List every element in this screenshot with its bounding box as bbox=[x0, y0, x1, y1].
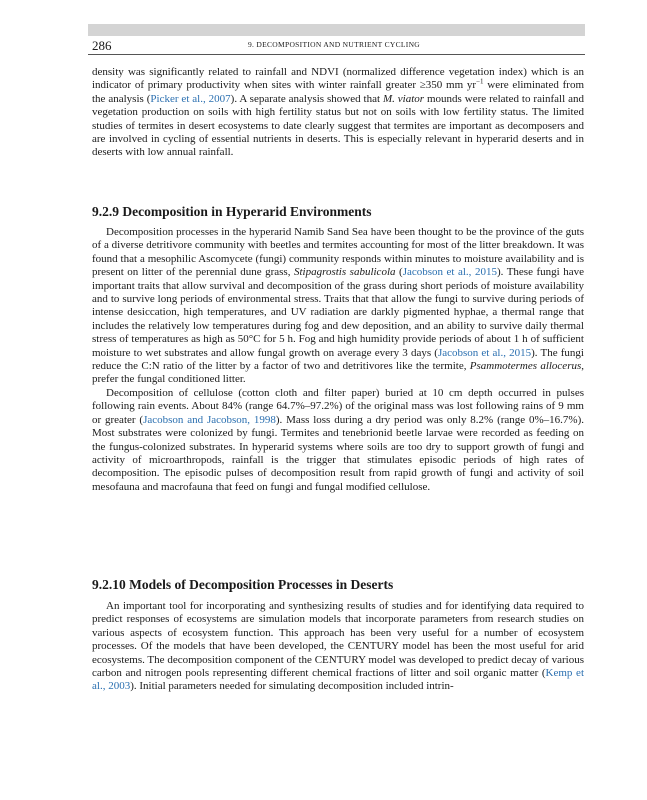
top-gray-bar bbox=[88, 24, 585, 36]
text-run: ). Initial parameters needed for simulating decomposition included intrin- bbox=[130, 680, 454, 693]
paragraph bbox=[92, 387, 584, 494]
intro-paragraph-block bbox=[92, 66, 584, 160]
citation-link[interactable]: Jacobson and Jacobson, 1998 bbox=[143, 413, 276, 426]
section-heading-9-2-10: 9.2.10 Models of Decomposition Processes in Deserts bbox=[92, 577, 394, 592]
text-run: ( bbox=[395, 266, 403, 279]
citation-link[interactable]: Kemp et al., 2003 bbox=[92, 667, 584, 693]
text-run: An important tool for incorporating and synthesizing results of studies and for identifying data required to predict responses of ecosystems are simulation models that incorporate parameters from research studies on various aspects of ecosystem function. This approach has been very useful for a number of ecosystem processes. Of the models that have been developed, the CENTURY model has been the most useful for arid ecosystems. The decomposition component of the CENTURY model was developed to predict decay of various carbon and nitrogen pools representing different chemical fractions of litter and soil organic matter ( bbox=[92, 600, 584, 680]
text-run: ). The fungi reduce the C:N ratio of the litter by a factor of two and detritivores like the termite, bbox=[92, 346, 584, 373]
intro-paragraph bbox=[92, 66, 584, 160]
citation-link[interactable]: Picker et al., 2007 bbox=[150, 92, 231, 105]
citation-link[interactable]: Jacobson et al., 2015 bbox=[402, 266, 497, 279]
paragraph bbox=[92, 600, 584, 694]
text-run: were eliminated from the analysis ( bbox=[92, 79, 585, 105]
species-name: M. viator bbox=[382, 92, 425, 105]
page-header bbox=[88, 36, 585, 55]
section-9-2-9-body bbox=[92, 226, 584, 494]
text-run: density was significantly related to rainfall and NDVI (normalized difference vegetation index) which is an indicator of primary productivity when sites with winter rainfall greater ≥350 mm yr bbox=[92, 66, 584, 92]
text-run: ). A separate analysis showed that bbox=[230, 92, 383, 105]
superscript: −1 bbox=[476, 77, 484, 86]
text-run: ). Mass loss during a dry period was only 8.2% (range 0%–16.7%). Most substrates were colonized by fungi. Termites and tenebrionid beetle larvae were recorded as feeding on the fungus-colonized substrates. In hyperarid systems where soils are too dry to support growth of fungi and activity of microarthropods, rainfall is the trigger that stimulates episodic periods of high rates of decomposition. The episodic pulses of decomposition result from rapid growth of fungi and activity of soil mesofauna and macrofauna that feed on fungi and fungal modified cellulose. bbox=[92, 413, 584, 493]
text-run: , prefer the fungal conditioned litter. bbox=[92, 360, 585, 386]
citation-link[interactable]: Jacobson et al., 2015 bbox=[437, 346, 532, 359]
text-run: Decomposition of cellulose (cotton cloth and filter paper) buried at 10 cm depth occurred in pulses following rain events. About 84% (range 64.7%–97.2%) of the original mass was lost following rains of 9 mm or greater ( bbox=[92, 386, 584, 426]
section-heading-9-2-9: 9.2.9 Decomposition in Hyperarid Environments bbox=[92, 204, 372, 219]
species-name: Stipagrostis sabulicola bbox=[293, 266, 396, 279]
text-run: mounds were related to rainfall and vegetation production on soils with high fertility status but not on soils with low fertility status. The limited studies of termites in desert ecosystems to date clearly suggest that termites are important as decomposers and are involved in cycling of essential nutrients in deserts. This is especially relevant in hyperarid deserts and in deserts with low annual rainfall. bbox=[92, 92, 584, 159]
page-number: 286 bbox=[92, 38, 112, 53]
paragraph bbox=[92, 226, 584, 387]
species-name: Psammotermes allocerus bbox=[469, 360, 582, 373]
running-head: 9. DECOMPOSITION AND NUTRIENT CYCLING bbox=[248, 40, 421, 49]
text-run: Decomposition processes in the hyperarid Namib Sand Sea have been thought to be the province of the guts of a diverse detritivore community with beetles and termites accounting for most of the litter breakdown. It was found that a mesophilic Ascomycete (fungi) community responds within minutes to moisture availability and is present on litter of the perennial dune grass, bbox=[92, 226, 584, 279]
section-9-2-10-body bbox=[92, 600, 584, 694]
text-run: ). These fungi have important traits that allow survival and decomposition of the grass during short periods of moisture availability and to survive long periods of environmental stress. Traits that that allow the fungi to survive during periods of intense desiccation, high temperatures, and UV radiation are darkly pigmented hyphae, a thermal range that includes the relatively low temperatures during fog and dew deposition, and an ability to survive daily thermal stress of temperatures as high as 50°C for 5 h. Fog and high humidity provide periods of about 1 h of sufficient moisture to wet substrates and allow fungal growth on average every 3 days ( bbox=[92, 266, 584, 359]
